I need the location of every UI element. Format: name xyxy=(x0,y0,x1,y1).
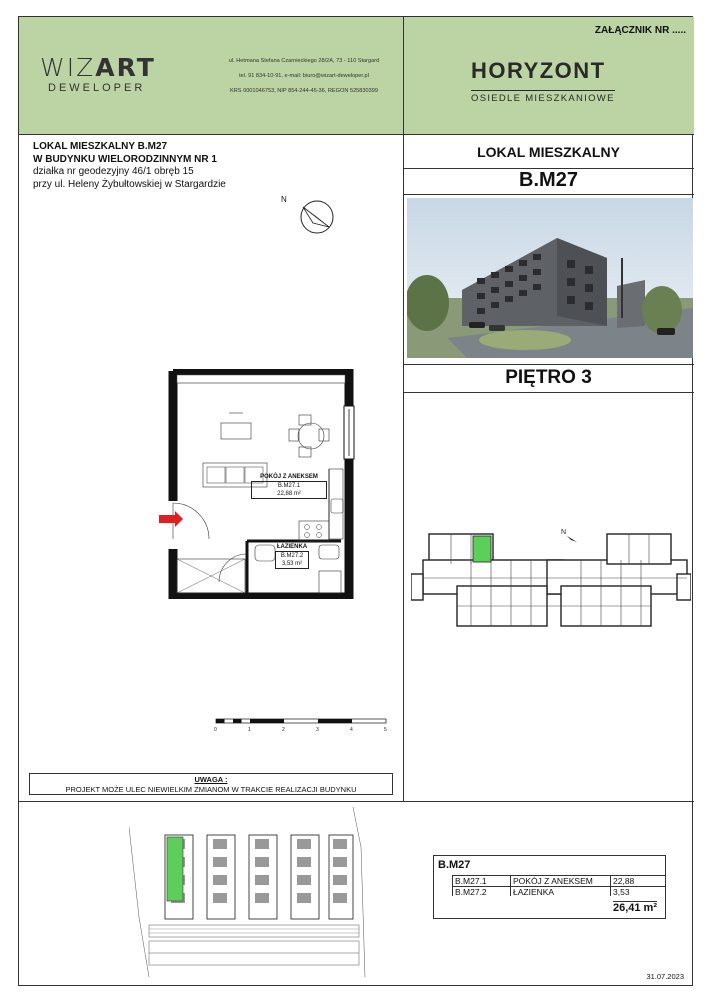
highlighted-building xyxy=(167,837,183,901)
header xyxy=(19,17,694,135)
scale-tick-5: 5 xyxy=(384,727,387,733)
address-info: przy ul. Heleny Żybułtowskiej w Stargardzie xyxy=(33,178,226,190)
key-plan-north-icon xyxy=(567,536,577,542)
area-summary-table xyxy=(433,855,666,919)
plot-info: działka nr geodezyjny 46/1 obręb 15 xyxy=(33,166,194,177)
summary-room-code: B.M27.1 xyxy=(452,876,510,886)
bottom-divider xyxy=(19,801,694,802)
scale-tick-1: 1 xyxy=(248,727,251,733)
compass-north-label: N xyxy=(281,195,287,204)
building-title: W BUDYNKU WIELORODZINNYM NR 1 xyxy=(33,153,217,165)
room-code-living: B.M27.1 xyxy=(277,483,301,489)
summary-room-area: 22,88 xyxy=(610,876,666,886)
summary-rows xyxy=(452,875,666,896)
room-name-bathroom: ŁAZIENKA xyxy=(276,544,308,550)
rendering-box xyxy=(403,195,694,365)
summary-total-area: 26,41 m² xyxy=(612,902,657,914)
logo-subtitle: DEWELOPER xyxy=(48,82,146,94)
horyzont-logo: HORYZONT xyxy=(471,58,606,83)
building-rendering-image xyxy=(407,198,693,358)
summary-unit-code: B.M27 xyxy=(438,859,471,871)
floor-key-plan xyxy=(411,522,691,634)
room-name-living: POKÓJ Z ANEKSEM xyxy=(260,474,318,480)
wizart-logo xyxy=(40,53,156,82)
floor-label: PIĘTRO 3 xyxy=(403,365,694,393)
annex-label: ZAŁĄCZNIK NR ..... xyxy=(594,25,686,36)
logo-light: WIZ xyxy=(40,53,96,82)
right-unit-code: B.M27 xyxy=(403,169,694,195)
scale-tick-0: 0 xyxy=(214,727,217,733)
room-area-living: 22,88 m² xyxy=(277,491,301,497)
document-sheet xyxy=(18,16,693,986)
horyzont-subtitle: OSIEDLE MIESZKANIOWE xyxy=(471,90,615,104)
summary-room-code: B.M27.2 xyxy=(452,887,510,896)
highlighted-unit xyxy=(473,536,491,562)
right-title: LOKAL MIESZKALNY xyxy=(403,135,694,169)
contact-registry: KRS 0001046753, NIP 854-244-45-36, REGON 525830399 xyxy=(230,88,378,94)
room-code-bathroom: B.M27.2 xyxy=(280,553,304,559)
notice-area xyxy=(19,769,403,801)
scale-tick-2: 2 xyxy=(282,727,285,733)
document-date: 31.07.2023 xyxy=(646,972,684,981)
summary-room-area: 3,53 xyxy=(610,887,666,896)
room-label-bathroom xyxy=(275,543,309,569)
room-box-bathroom xyxy=(275,551,309,569)
room-area-bathroom: 3,53 m² xyxy=(281,561,303,567)
unit-title: LOKAL MIESZKALNY B.M27 xyxy=(33,141,168,152)
contact-info xyxy=(204,54,404,99)
summary-row xyxy=(452,886,666,896)
site-plan xyxy=(129,807,399,977)
scale-bar xyxy=(214,717,394,741)
summary-row xyxy=(452,876,666,886)
unit-info xyxy=(33,141,226,191)
contact-phone-email: tel. 91 834-10-91, e-mail: biuro@wizart-deweloper.pl xyxy=(239,73,369,79)
key-plan-north-label: N xyxy=(561,529,567,536)
compass-icon xyxy=(299,199,335,235)
scale-tick-3: 3 xyxy=(316,727,319,733)
logo-bold: ART xyxy=(95,53,156,82)
notice-text: PROJEKT MOŻE ULEC NIEWIELKIM ZMIANOM W TRAKCIE REALIZACJI BUDYNKU xyxy=(65,785,357,794)
summary-room-name: POKÓJ Z ANEKSEM xyxy=(510,876,610,886)
notice-title: UWAGA : xyxy=(194,775,228,784)
summary-room-name: ŁAZIENKA xyxy=(510,887,610,896)
room-box-living xyxy=(251,481,327,499)
contact-address: ul. Hetmana Stefana Czarnieckiego 28/2A, 73 - 110 Stargard xyxy=(228,58,380,64)
notice-box xyxy=(29,773,393,795)
room-label-living xyxy=(251,473,327,499)
scale-tick-4: 4 xyxy=(350,727,353,733)
